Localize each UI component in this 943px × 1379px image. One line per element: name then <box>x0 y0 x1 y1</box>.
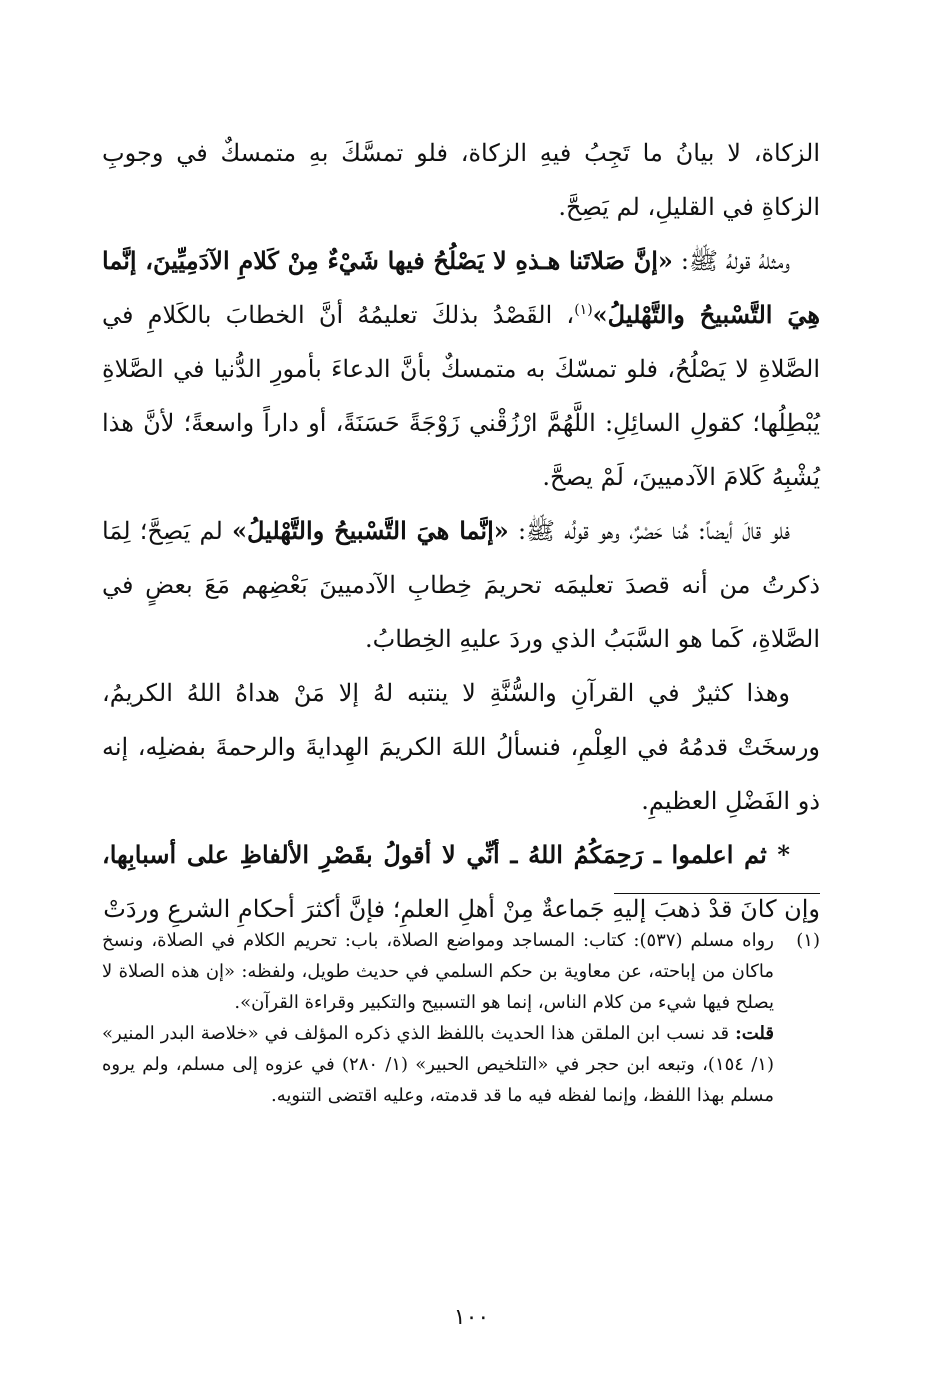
hadith-quote: «إنَّما هيَ التَّسْبيحُ والتَّهْليلُ» <box>231 516 509 545</box>
footnote-divider <box>614 893 820 894</box>
paragraph-body: وإن كانَ قدْ ذهبَ إليهِ جَماعةٌ مِنْ أهلِ العلمِ؛ فإنَّ أكثرَ أحكامِ الشرعِ وردَتْ <box>103 895 820 923</box>
footnote-note <box>102 1018 774 1111</box>
footnote-number: (١) <box>796 930 820 951</box>
paragraph-body: ، القَصْدُ بذلكَ تعليمُهُ أنَّ الخطابَ بالكَلامِ في الصَّلاةِ لا يَصْلُحُ، فلو تمسّكَ به متمسكٌ بأنَّ الدعاءَ بأمورِ الدُّنيا في الصَّلاةِ يُبْطِلُها؛ كقولِ السائِلِ: اللَّهُمَّ ارْزُقْني زَوْجَةً حَسَنَةً، أو داراً واسعةً؛ لأنَّ هذا يُشْبِهُ كَلامَ الآدميينَ، لَمْ يصحَّ. <box>102 301 820 491</box>
paragraph-prayer-hadith <box>102 234 820 504</box>
note-label: قلت: <box>735 1023 774 1044</box>
paragraph-asbab <box>102 828 820 936</box>
paragraph-restriction <box>102 504 820 666</box>
paragraph-intro: فلو قالَ أيضاً: هُنا حَصْرٌ، وهو قولُه ﷺ: <box>508 517 790 545</box>
paragraph-zakat: الزكاة، لا بيانُ ما تَجِبُ فيهِ الزكاة، فلو تمسَّكَ بهِ متمسكٌ في وجوبِ الزكاةِ في القليلِ، لم يَصِحَّ. <box>102 139 820 221</box>
footnotes <box>102 925 820 1111</box>
main-text <box>102 126 820 936</box>
footnote-item <box>102 925 820 1111</box>
note-text: قد نسب ابن الملقن هذا الحديث باللفظ الذي ذكره المؤلف في «خلاصة البدر المنير» (١/ ١٥٤)، وتبعه ابن حجر في «التلخيص الحبير» (١/ ٢٨٠) في عزوه إلى مسلم، ولم يروه مسلم بهذا اللفظ، وإنما لفظه فيه ما قد قدمته، وعليه اقتضى التنويه. <box>102 1023 774 1106</box>
paragraph-body: لم يَصِحَّ؛ لِمَا ذكرتُ من أنه قصدَ تعليمَه تحريمَ خِطابِ الآدميينَ بَعْضِهم مَعَ بعضٍ في الصَّلاةِ، كَما هو السَّبَبُ الذي وردَ عليهِ الخِطابُ. <box>102 517 821 653</box>
page-number: ١٠٠ <box>453 1305 490 1330</box>
footnote-body <box>102 925 774 1111</box>
paragraph-intro: ومثلهُ قولهُ ﷺ: <box>672 247 790 275</box>
footnote-text: رواه مسلم (٥٣٧): كتاب: المساجد ومواضع الصلاة، باب: تحريم الكلام في الصلاة، ونسخ ماكان من إباحته، عن معاوية بن حكم السلمي في حديث طويل، ولفظه: «إن هذه الصلاة لا يصلح فيها شيء من كلام الناس، إنما هو التسبيح والتكبير وقراءة القرآن». <box>102 930 774 1013</box>
hadith-quote: «إنَّ صَلاتَنا هـذهِ لا يَصْلُحُ فيها شَيْءٌ مِنْ كَلامِ الآدَمِيِّينَ، إنَّما هِيَ التَّسْبيحُ والتَّهْليلُ» <box>102 246 820 329</box>
section-heading: * ثم اعلموا ـ رَحِمَكُمُ اللهُ ـ أنِّي لا أقولُ بقَصْرِ الألفاظِ على أسبابِها، <box>102 840 790 869</box>
footnote-reference[interactable]: (١) <box>574 302 593 318</box>
paragraph-quran-sunnah: وهذا كثيرٌ في القرآنِ والسُّنَّةِ لا ينتبه لهُ إلا مَنْ هداهُ اللهُ الكريمُ، ورسخَتْ قدمُهُ في العِلْمِ، فنسألُ اللهَ الكريمَ الهِدايةَ والرحمةَ بفضلِه، إنه ذو الفَضْلِ العظيمِ. <box>102 679 821 815</box>
